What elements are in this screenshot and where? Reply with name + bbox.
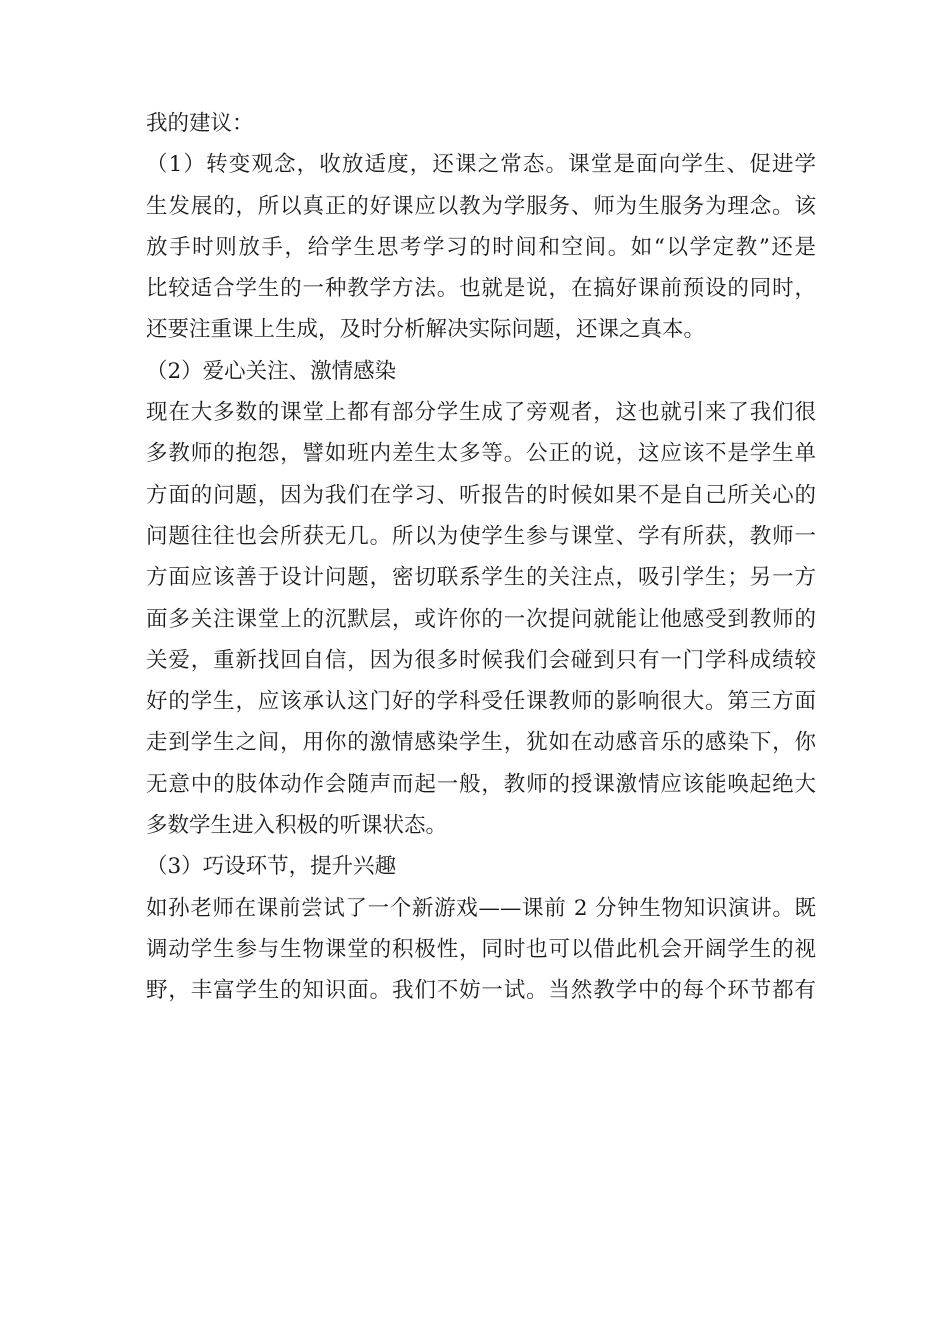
paragraph-heading-suggestions: 我的建议： bbox=[146, 111, 254, 136]
section-heading-3: （3）巧设环节，提升兴趣 bbox=[146, 854, 397, 880]
text-line: （1）转变观念，收放适度，还课之常态。课堂是面向学生、促进学 bbox=[146, 152, 816, 178]
text-line: 生发展的，所以真正的好课应以教为学服务、师为生服务为理念。该 bbox=[146, 193, 816, 219]
text-line: 多教师的抱怨，譬如班内差生太多等。公正的说，这应该不是学生单 bbox=[146, 441, 816, 467]
document-body bbox=[146, 103, 816, 1012]
text-line: 无意中的肢体动作会随声而起一般，教师的授课激情应该能唤起绝大 bbox=[146, 771, 816, 797]
text-line: 还要注重课上生成，及时分析解决实际问题，还课之真本。 bbox=[146, 317, 706, 343]
text-line: 多数学生进入积极的听课状态。 bbox=[146, 813, 448, 839]
text-line: 放手时则放手，给学生思考学习的时间和空间。如“以学定教”还是 bbox=[146, 234, 816, 260]
text-line: 好的学生，应该承认这门好的学科受任课教师的影响很大。第三方面 bbox=[146, 689, 816, 715]
text-line: 调动学生参与生物课堂的积极性，同时也可以借此机会开阔学生的视 bbox=[146, 936, 816, 962]
text-line: 野，丰富学生的知识面。我们不妨一试。当然教学中的每个环节都有 bbox=[146, 978, 816, 1004]
section-heading-2: （2）爱心关注、激情感染 bbox=[146, 358, 397, 384]
text-line: 面多关注课堂上的沉默层，或许你的一次提问就能让他感受到教师的 bbox=[146, 606, 816, 632]
text-line: 如孙老师在课前尝试了一个新游戏——课前 2 分钟生物知识演讲。既 bbox=[146, 895, 816, 921]
text-line: 问题往往也会所获无几。所以为使学生参与课堂、学有所获，教师一 bbox=[146, 523, 816, 549]
text-line: 现在大多数的课堂上都有部分学生成了旁观者，这也就引来了我们很 bbox=[146, 400, 816, 426]
text-line: 比较适合学生的一种教学方法。也就是说，在搞好课前预设的同时， bbox=[146, 276, 816, 302]
text-line: 关爱，重新找回自信，因为很多时候我们会碰到只有一门学科成绩较 bbox=[146, 647, 816, 673]
text-line: 方面应该善于设计问题，密切联系学生的关注点，吸引学生；另一方 bbox=[146, 565, 816, 591]
text-line: 走到学生之间，用你的激情感染学生，犹如在动感音乐的感染下，你 bbox=[146, 730, 816, 756]
text-line: 方面的问题，因为我们在学习、听报告的时候如果不是自己所关心的 bbox=[146, 482, 816, 508]
